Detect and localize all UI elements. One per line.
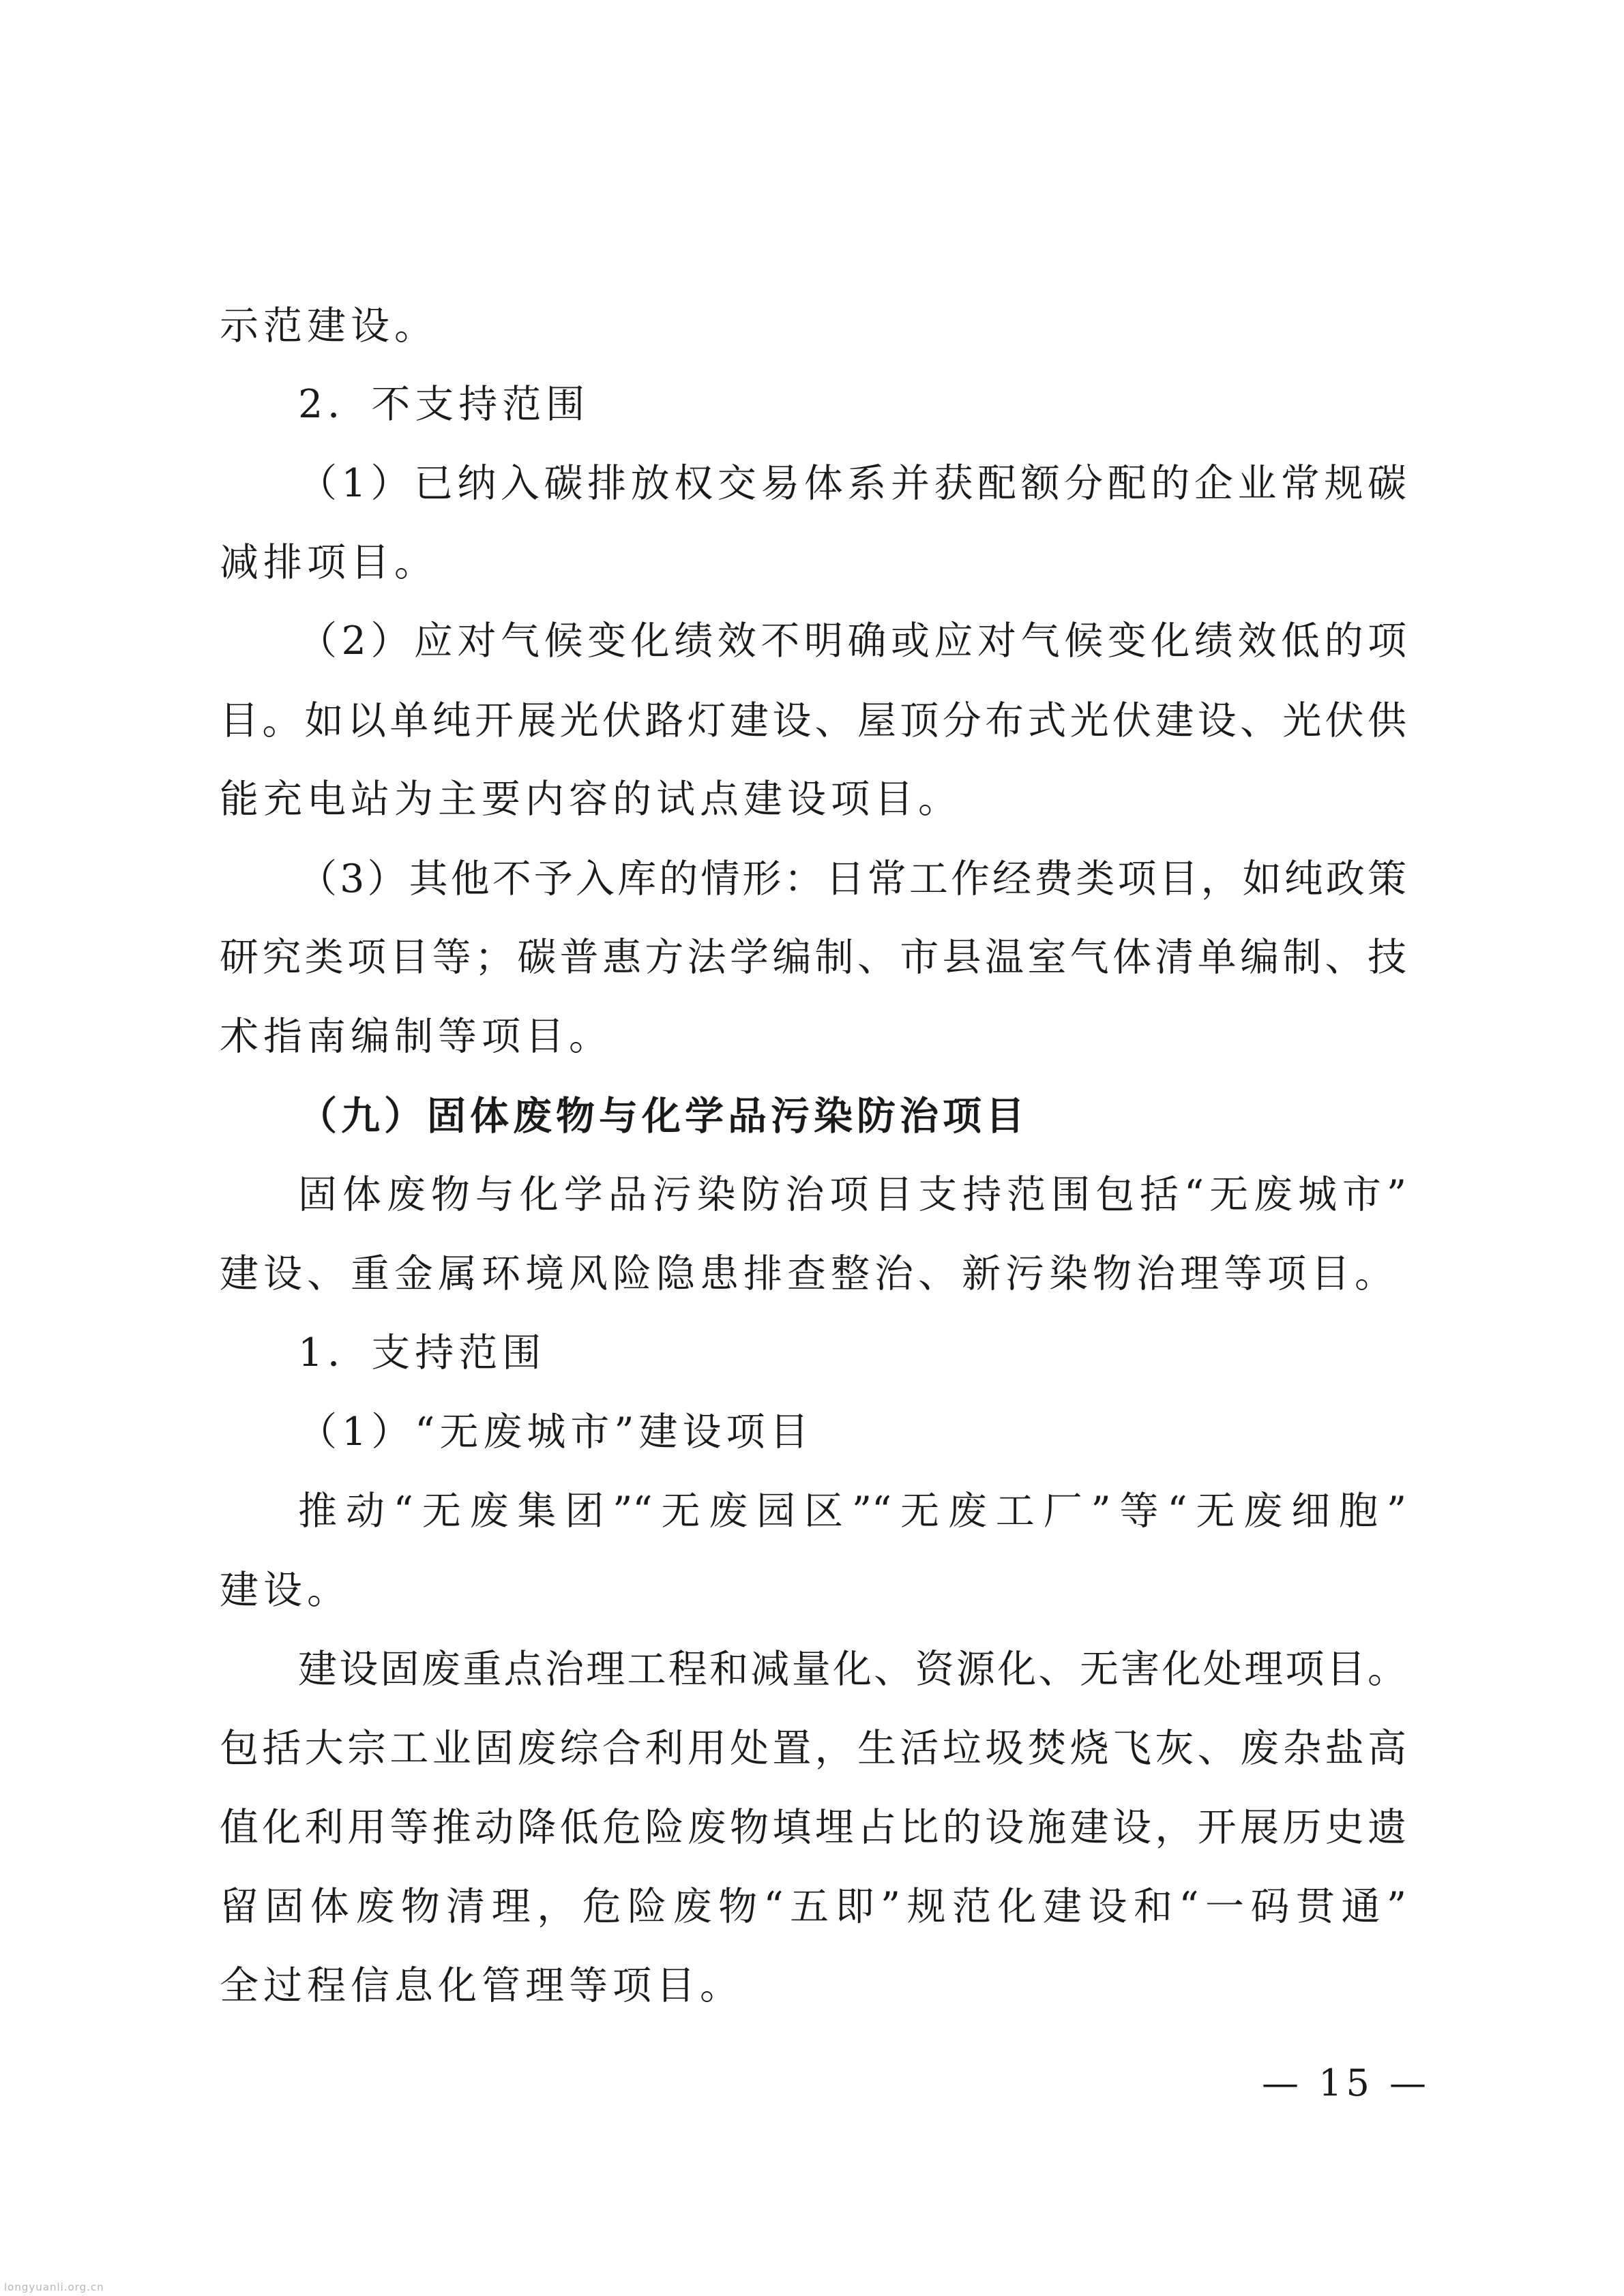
section-heading: 1．支持范围 (298, 1330, 546, 1375)
text-line: （2）应对气候变化绩效不明确或应对气候变化绩效低的项 (298, 618, 1406, 664)
text-line: 建设、重金属环境风险隐患排查整治、新污染物治理等项目。 (220, 1251, 1398, 1296)
text-line: 研究类项目等；碳普惠方法学编制、市县温室气体清单编制、技 (220, 935, 1406, 980)
text-line: 减排项目。 (220, 540, 438, 585)
page-number: — 15 — (1262, 2061, 1431, 2104)
text-line: 包括大宗工业固废综合利用处置，生活垃圾焚烧飞灰、废杂盐高 (220, 1726, 1406, 1771)
watermark: longyuanli.org.cn (4, 2281, 104, 2293)
section-heading: （九）固体废物与化学品污染防治项目 (298, 1093, 1029, 1139)
text-line: 建设。 (220, 1568, 351, 1613)
text-line: 值化利用等推动降低危险废物填埋占比的设施建设，开展历史遗 (220, 1805, 1406, 1850)
text-line: 全过程信息化管理等项目。 (220, 1963, 743, 2008)
text-line: （1）已纳入碳排放权交易体系并获配额分配的企业常规碳 (298, 461, 1406, 506)
text-line: 目。如以单纯开展光伏路灯建设、屋顶分布式光伏建设、光伏供 (220, 698, 1406, 743)
text-line: （3）其他不予入库的情形：日常工作经费类项目，如纯政策 (298, 856, 1406, 901)
text-line: 留固体废物清理，危险废物“五即”规范化建设和“一码贯通” (220, 1884, 1406, 1929)
text-line: 示范建设。 (220, 303, 438, 348)
text-line: 固体废物与化学品污染防治项目支持范围包括“无废城市” (298, 1172, 1406, 1217)
text-line: 建设固废重点治理工程和减量化、资源化、无害化处理项目。 (298, 1647, 1406, 1692)
text-line: 术指南编制等项目。 (220, 1014, 612, 1059)
text-line: 能充电站为主要内容的试点建设项目。 (220, 777, 962, 822)
section-heading: （1）“无废城市”建设项目 (298, 1410, 814, 1455)
text-line: 推动“无废集团”“无废园区”“无废工厂”等“无废细胞” (298, 1489, 1406, 1534)
section-heading: 2．不支持范围 (298, 382, 590, 427)
